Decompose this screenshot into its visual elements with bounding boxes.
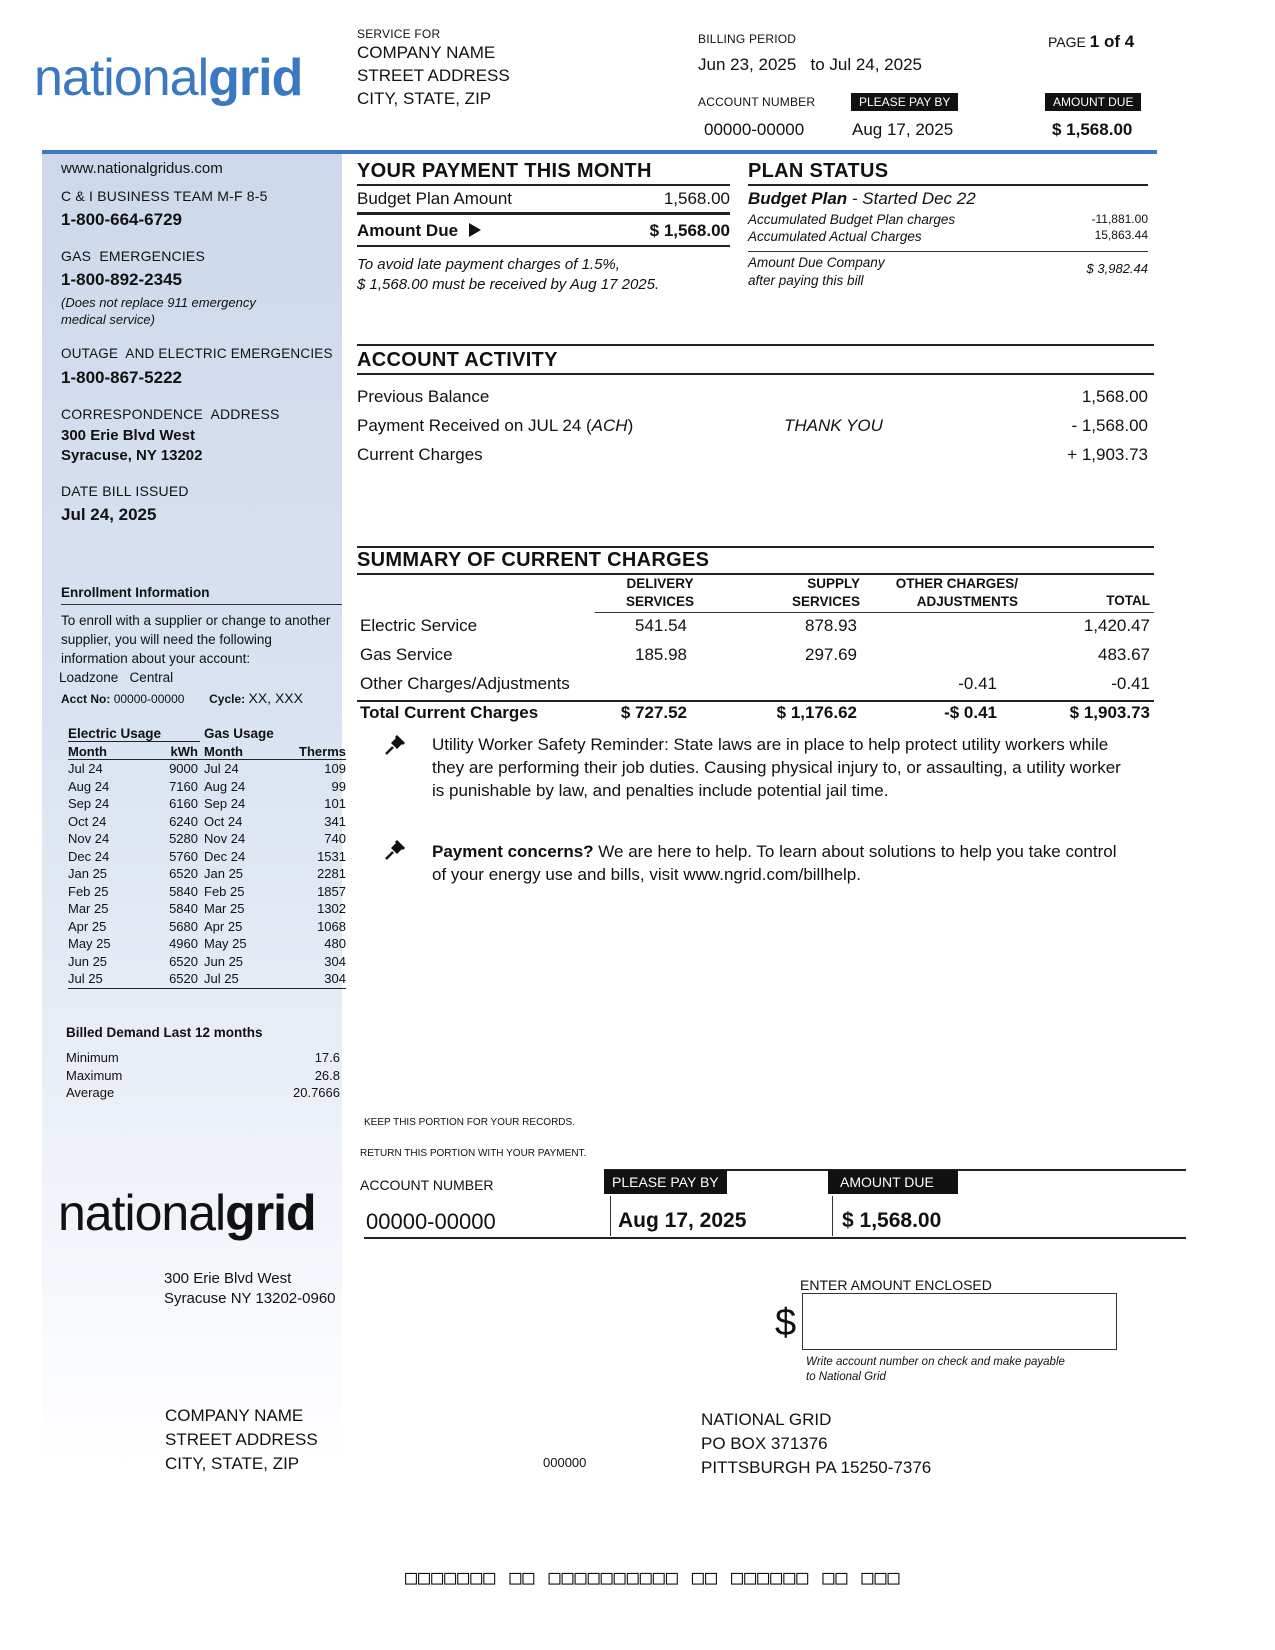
summary-header-rule — [595, 612, 1154, 613]
loadzone: Loadzone Central — [59, 670, 174, 685]
electric-kwh: 6520 — [169, 971, 198, 987]
service-for-label: SERVICE FOR — [357, 27, 441, 41]
activity-title-rule — [357, 373, 1154, 375]
stub-amount-due-tag: AMOUNT DUE — [828, 1170, 958, 1194]
electric-kwh: 7160 — [169, 778, 198, 794]
summary-row: Gas Service 185.98 297.69 483.67 — [360, 645, 1150, 664]
electric-month: Jan 25 — [68, 866, 108, 882]
gas-month: Jul 25 — [204, 971, 239, 987]
electric-month: Oct 24 — [68, 813, 107, 829]
budget-plan-label: Budget Plan Amount — [357, 189, 513, 208]
return-portion-label: RETURN THIS PORTION WITH YOUR PAYMENT. — [360, 1148, 587, 1159]
usage-row — [68, 953, 346, 971]
service-line-2: STREET ADDRESS — [357, 66, 510, 85]
date-issued: Jul 24, 2025 — [61, 505, 157, 524]
activity-top-rule — [357, 344, 1154, 346]
electric-kwh: 6520 — [169, 866, 198, 882]
gas-month: Apr 25 — [204, 918, 243, 934]
stub-pay-by-tag: PLEASE PAY BY — [604, 1170, 727, 1194]
demand-row: Minimum 17.6 — [66, 1050, 340, 1065]
col-supply-header: SUPPLY SERVICES — [791, 576, 860, 609]
electric-month: Dec 24 — [68, 848, 110, 864]
payment-received-label: Payment Received on JUL 24 (ACH) — [357, 416, 634, 435]
electric-kwh: 5680 — [169, 918, 198, 934]
gas-month: Dec 24 — [204, 848, 246, 864]
electric-month: Feb 25 — [68, 883, 109, 899]
gas-month: Aug 24 — [204, 778, 246, 794]
gas-therms: 99 — [331, 778, 346, 794]
amount-enclosed-input[interactable] — [802, 1293, 1117, 1350]
outage-label: OUTAGE AND ELECTRIC EMERGENCIES — [61, 346, 333, 361]
usage-row — [68, 918, 346, 936]
enrollment-divider — [61, 604, 342, 605]
payment-section-title: YOUR PAYMENT THIS MONTH — [357, 160, 652, 182]
summary-rows — [357, 616, 1154, 703]
dollar-sign: $ — [775, 1302, 797, 1344]
gas-emergency-note: (Does not replace 911 emergency medical service) — [61, 295, 256, 327]
electric-month: Jun 25 — [68, 953, 108, 969]
electric-kwh: 5840 — [169, 883, 198, 899]
current-charges-value: + 1,903.73 — [1067, 445, 1148, 464]
please-pay-by-date: Aug 17, 2025 — [852, 120, 954, 139]
stub-bottom-rule — [364, 1237, 1186, 1239]
correspondence-label: CORRESPONDENCE ADDRESS — [61, 406, 280, 422]
gas-month: Jun 25 — [204, 953, 244, 969]
gas-therms: 109 — [324, 761, 346, 777]
scan-line: □□□□□□□ □□ □□□□□□□□□□ □□ □□□□□□ □□ □□□ — [405, 1565, 901, 1589]
stub-account-number: 00000-00000 — [366, 1209, 496, 1234]
usage-rows — [68, 760, 346, 989]
summary-title-rule — [357, 573, 1154, 575]
usage-row — [68, 830, 346, 848]
customer-address-1: COMPANY NAME — [165, 1406, 304, 1425]
electric-kwh: 4960 — [169, 936, 198, 952]
date-issued-label: DATE BILL ISSUED — [61, 483, 189, 499]
gas-month: Mar 25 — [204, 901, 245, 917]
service-line-1: COMPANY NAME — [357, 43, 496, 62]
acc-budget-value: -11,881.00 — [1091, 212, 1148, 226]
usage-row — [68, 935, 346, 953]
enrollment-text: To enroll with a supplier or change to another supplier, you will need the following information about your account: — [61, 613, 331, 666]
usage-row — [68, 848, 346, 866]
keep-portion-label: KEEP THIS PORTION FOR YOUR RECORDS. — [364, 1117, 575, 1128]
gas-month: Oct 24 — [204, 813, 243, 829]
customer-address-3: CITY, STATE, ZIP — [165, 1454, 300, 1473]
acc-actual-value: 15,863.44 — [1094, 228, 1148, 242]
late-note-1: To avoid late payment charges of 1.5%, — [357, 256, 620, 273]
gas-therms: 480 — [324, 936, 346, 952]
electric-kwh: 6240 — [169, 813, 198, 829]
stub-divider-1 — [610, 1196, 611, 1236]
activity-section-title: ACCOUNT ACTIVITY — [357, 349, 558, 371]
demand-title: Billed Demand Last 12 months — [66, 1025, 263, 1040]
electric-usage-title: Electric Usage — [68, 726, 200, 742]
payment-concerns-notice: Payment concerns? We are here to help. To learn about solutions to help you take control of your energy use and bills, visit www.ngrid.com/billhelp. — [432, 842, 1117, 884]
check-note-1: Write account number on check and make payable — [806, 1356, 1065, 1368]
gas-month: Feb 25 — [204, 883, 245, 899]
previous-balance-label: Previous Balance — [357, 387, 490, 406]
demand-row: Maximum 26.8 — [66, 1067, 340, 1083]
gas-month: Sep 24 — [204, 796, 246, 812]
usage-row — [68, 760, 346, 778]
gas-emergencies-label: GAS EMERGENCIES — [61, 248, 206, 264]
demand-row: Average 20.7666 — [66, 1085, 340, 1100]
summary-total-rule — [357, 700, 1154, 702]
gas-therms: 304 — [324, 953, 346, 969]
electric-month: Apr 25 — [68, 918, 107, 934]
current-charges-label: Current Charges — [357, 445, 483, 464]
enter-amount-label: ENTER AMOUNT ENCLOSED — [800, 1277, 992, 1293]
usage-row — [68, 813, 346, 831]
usage-row — [68, 778, 346, 796]
header-divider — [42, 150, 1157, 154]
business-team-label: C & I BUSINESS TEAM M-F 8-5 — [61, 188, 268, 204]
plan-divider — [748, 251, 1148, 252]
thank-you: THANK YOU — [784, 416, 883, 435]
customer-address-2: STREET ADDRESS — [165, 1430, 318, 1449]
gas-therms: 304 — [324, 971, 346, 987]
billing-period: Jun 23, 2025 to Jul 24, 2025 — [698, 55, 923, 74]
summary-row: Electric Service 541.54 878.93 1,420.47 — [360, 616, 1150, 635]
electric-month: May 25 — [68, 936, 111, 952]
electric-kwh: 5760 — [169, 848, 198, 864]
amount-due-header: $ 1,568.00 — [1052, 120, 1133, 139]
correspondence-line-1: 300 Erie Blvd West — [61, 427, 195, 444]
usage-row — [68, 883, 346, 901]
electric-kwh: 5840 — [169, 901, 198, 917]
due-company-value: $ 3,982.44 — [1086, 261, 1148, 276]
col-other-header: OTHER CHARGES/ ADJUSTMENTS — [895, 576, 1018, 609]
business-team-phone: 1-800-664-6729 — [61, 210, 182, 229]
col-delivery-header: DELIVERY SERVICES — [625, 576, 695, 609]
pushpin-icon — [382, 732, 408, 758]
stub-pay-by-date: Aug 17, 2025 — [618, 1209, 747, 1232]
payment-title-rule — [357, 184, 730, 186]
plan-section-title: PLAN STATUS — [748, 160, 889, 182]
summary-total-row: Total Current Charges $ 727.52 $ 1,176.62 -$ 0.41 $ 1,903.73 — [360, 703, 1150, 722]
safety-notice: Utility Worker Safety Reminder: State laws are in place to help protect utility workers while they are performing their job duties. Causing physical injury to, or assaulting, a utility worker is punishable by law, and penalties include potential jail time. — [432, 735, 1121, 800]
page-indicator: PAGE 1 of 4 — [1048, 32, 1135, 51]
return-address-2: Syracuse NY 13202-0960 — [164, 1290, 336, 1307]
please-pay-by-tag: PLEASE PAY BY — [851, 93, 958, 111]
amount-due-rule — [357, 245, 730, 247]
usage-row — [68, 865, 346, 883]
acc-actual-label: Accumulated Actual Charges — [748, 229, 922, 244]
electric-month: Aug 24 — [68, 778, 110, 794]
gas-month: Jan 25 — [204, 866, 244, 882]
electric-kwh: 6160 — [169, 796, 198, 812]
outage-phone: 1-800-867-5222 — [61, 368, 182, 387]
gas-therms: 341 — [324, 813, 346, 829]
remit-address-1: NATIONAL GRID — [701, 1410, 832, 1429]
account-number: 00000-00000 — [704, 120, 805, 139]
electric-kwh: 5280 — [169, 831, 198, 847]
acct-cycle-row: Acct No: 00000-00000 Cycle: XX, XXX — [61, 690, 303, 706]
amount-due-value: $ 1,568.00 — [649, 221, 730, 240]
gas-emergencies-phone: 1-800-892-2345 — [61, 270, 182, 289]
correspondence-line-2: Syracuse, NY 13202 — [61, 447, 203, 464]
summary-row: Other Charges/Adjustments -0.41 -0.41 — [360, 674, 1150, 693]
electric-month: Nov 24 — [68, 831, 110, 847]
enrollment-title: Enrollment Information — [61, 585, 210, 600]
remit-address-2: PO BOX 371376 — [701, 1434, 828, 1453]
payment-received-value: - 1,568.00 — [1071, 416, 1148, 435]
gas-therms: 1068 — [317, 918, 346, 934]
electric-month: Mar 25 — [68, 901, 109, 917]
amount-due-tag: AMOUNT DUE — [1045, 93, 1141, 111]
due-company-label-1: Amount Due Company — [748, 255, 885, 270]
gas-month: May 25 — [204, 936, 247, 952]
usage-month-header: Month — [68, 744, 107, 759]
summary-top-rule — [357, 546, 1154, 548]
usage-table — [68, 726, 346, 989]
stub-divider-2 — [832, 1196, 833, 1236]
gas-month: Nov 24 — [204, 831, 246, 847]
check-note-2: to National Grid — [806, 1371, 886, 1383]
plan-name-row: Budget Plan - Started Dec 22 — [748, 189, 976, 208]
electric-kwh: 6520 — [169, 953, 198, 969]
gas-therms: 1857 — [317, 883, 346, 899]
acc-budget-label: Accumulated Budget Plan charges — [748, 212, 956, 227]
stub-account-label: ACCOUNT NUMBER — [360, 1177, 494, 1193]
billing-period-label: BILLING PERIOD — [698, 32, 797, 46]
gas-therms: 1302 — [317, 901, 346, 917]
usage-row — [68, 795, 346, 813]
usage-row — [68, 970, 346, 988]
payment-row-rule — [357, 212, 730, 215]
summary-section-title: SUMMARY OF CURRENT CHARGES — [357, 549, 710, 571]
col-total-header: TOTAL — [1106, 593, 1150, 608]
electric-month: Jul 25 — [68, 971, 103, 987]
plan-title-rule — [748, 184, 1148, 186]
electric-kwh: 9000 — [169, 761, 198, 777]
service-line-3: CITY, STATE, ZIP — [357, 89, 492, 108]
remit-address-3: PITTSBURGH PA 15250-7376 — [701, 1458, 932, 1477]
late-note-2: $ 1,568.00 must be received by Aug 17 2025. — [357, 276, 660, 293]
gas-month: Jul 24 — [204, 761, 239, 777]
pushpin-icon — [382, 837, 408, 863]
brand-logo: nationalgrid — [34, 49, 303, 107]
gas-therms: 740 — [324, 831, 346, 847]
usage-month-header-gas: Month — [204, 744, 243, 759]
budget-plan-value: 1,568.00 — [663, 189, 730, 208]
brand-logo-stub: nationalgrid — [58, 1185, 316, 1241]
due-company-label-2: after paying this bill — [748, 273, 864, 288]
arrow-right-icon — [469, 223, 481, 237]
demand-table — [66, 1050, 340, 1103]
previous-balance-value: 1,568.00 — [1081, 387, 1148, 406]
gas-therms: 2281 — [317, 866, 346, 882]
usage-kwh-header: kWh — [170, 744, 198, 759]
sequence-number: 000000 — [543, 1455, 587, 1470]
usage-therms-header: Therms — [299, 744, 346, 759]
return-address-1: 300 Erie Blvd West — [164, 1270, 292, 1287]
stub-amount-due: $ 1,568.00 — [842, 1209, 942, 1232]
usage-row — [68, 900, 346, 918]
website-link[interactable]: www.nationalgridus.com — [61, 160, 223, 177]
gas-therms: 101 — [324, 796, 346, 812]
electric-month: Jul 24 — [68, 761, 103, 777]
gas-therms: 1531 — [317, 848, 346, 864]
account-number-label: ACCOUNT NUMBER — [698, 95, 816, 109]
amount-due-row: Amount Due — [357, 221, 481, 241]
gas-usage-title: Gas Usage — [204, 726, 274, 741]
electric-month: Sep 24 — [68, 796, 110, 812]
